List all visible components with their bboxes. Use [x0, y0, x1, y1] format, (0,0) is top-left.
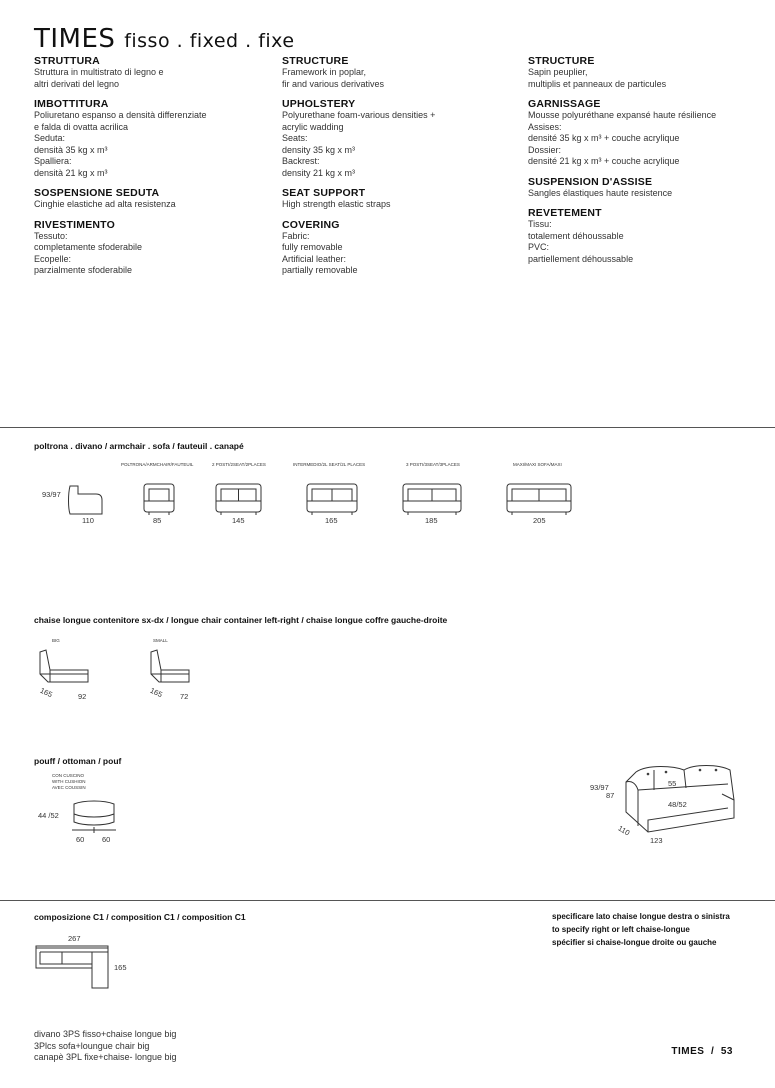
sofa-label: POLTRONA/ARMCHAIR/FAUTEUIL — [121, 462, 194, 467]
spec-section — [34, 98, 264, 179]
spec-heading: GARNISSAGE — [528, 98, 601, 110]
spec-text: Cinghie elastiche ad alta resistenza — [34, 199, 176, 209]
sofa-maxi-width-dim: 205 — [533, 516, 546, 525]
spec-text: Poliuretano espanso a densità differenziate e falda di ovatta acrilica Seduta: densità 35 kg x m³ Spalliera: densità 21 kg x m³ — [34, 110, 207, 178]
sofa-maxi-drawing — [506, 483, 572, 515]
spec-text: Mousse polyuréthane expansé haute résilience Assises: densité 35 kg x m³ + couche acrylique Dossier: densité 21 kg x m³ + couche acrylique — [528, 110, 717, 166]
spec-column-italian — [34, 55, 264, 285]
pouf-label-line: WITH CUSHION — [52, 779, 86, 784]
page-number: 53 — [720, 1046, 733, 1057]
page-separator: / — [707, 1046, 718, 1057]
chaise-small-drawing — [145, 648, 195, 690]
sofa-side-width-dim: 110 — [82, 516, 94, 525]
spec-heading: SUSPENSION D'ASSISE — [528, 175, 653, 188]
perspective-seat-height-dim: 48/52 — [668, 800, 687, 809]
sofa-2seat-drawing — [215, 483, 262, 515]
spec-section — [528, 55, 748, 90]
sofa-3seat-drawing — [402, 483, 462, 515]
spec-section — [528, 176, 748, 200]
caption-line: divano 3PS fisso+chaise longue big — [34, 1029, 177, 1039]
caption-line: canapè 3PL fixe+chaise- longue big — [34, 1052, 177, 1062]
chaise-small-label: SMALL — [153, 638, 168, 643]
section-divider — [0, 427, 775, 428]
composition-section-title: composizione C1 / composition C1 / composition C1 — [34, 912, 246, 922]
spec-text: Tessuto: completamente sfoderabile Ecopelle: parzialmente sfoderabile — [34, 230, 143, 275]
perspective-height-dim: 93/97 — [590, 783, 609, 792]
sofas-section-title: poltrona . divano / armchair . sofa / fauteuil . canapé — [34, 441, 244, 451]
sofa-side-view-drawing — [66, 484, 106, 516]
spec-text: Sangles élastiques haute resistence — [528, 187, 673, 198]
spec-section — [282, 219, 512, 277]
spec-section — [282, 187, 512, 211]
spec-section — [528, 207, 748, 265]
composition-width-dim: 267 — [68, 934, 81, 943]
chaise-big-depth-dim: 165 — [38, 685, 54, 700]
spec-text: Fabric: fully removable Artificial leather: partially removable — [282, 230, 358, 275]
chaise-big-label: BIG — [52, 638, 60, 643]
spec-column-french — [528, 55, 748, 273]
spec-section — [34, 55, 264, 90]
spec-text: High strength elastic straps — [282, 199, 391, 209]
perspective-width-dim: 123 — [650, 836, 663, 845]
spec-heading: STRUTTURA — [34, 55, 100, 67]
sofa-intermediate-width-dim: 165 — [325, 516, 338, 525]
composition-depth-dim: 165 — [114, 963, 127, 972]
spec-heading: IMBOTTITURA — [34, 98, 109, 110]
chaise-side-note — [552, 910, 730, 949]
note-line: to specify right or left chaise-longue — [552, 925, 690, 934]
composition-caption — [34, 1029, 177, 1064]
spec-text: Sapin peuplier, multiplis et panneaux de particules — [528, 67, 667, 89]
sofa-2seat-width-dim: 145 — [232, 516, 245, 525]
pouf-width-dim: 60 — [76, 835, 85, 844]
perspective-seat-depth-dim: 55 — [668, 779, 677, 788]
spec-section — [34, 219, 264, 277]
chaise-small-width-dim: 72 — [180, 692, 189, 701]
sofa-label: MAXI/MAXI SOFA/MAXI — [513, 462, 562, 467]
page-footer — [671, 1046, 733, 1057]
spec-heading: UPHOLSTERY — [282, 98, 356, 110]
sofa-3seat-width-dim: 185 — [425, 516, 438, 525]
caption-line: 3Plcs sofa+loungue chair big — [34, 1040, 150, 1051]
armchair-width-dim: 85 — [153, 516, 162, 525]
sofa-intermediate-drawing — [306, 483, 358, 515]
pouf-label-line: CON CUSCINO — [52, 773, 85, 778]
page-footer-label: TIMES — [671, 1046, 705, 1057]
pouf-depth-dim: 60 — [102, 835, 111, 844]
sofa-label: INTERMEDIO/2L SEAT/2L PLACES — [293, 462, 366, 467]
title-sub: fisso . fixed . fixe — [124, 30, 295, 52]
armchair-drawing — [143, 483, 175, 515]
spec-heading: COVERING — [282, 218, 340, 231]
sofa-label: 2 POSTI/2SEAT/2PLACES — [212, 462, 266, 467]
note-line: spécifier si chaise-longue droite ou gauche — [552, 938, 717, 947]
spec-heading: STRUCTURE — [282, 55, 349, 67]
spec-text: Struttura in multistrato di legno e altri derivati del legno — [34, 67, 164, 89]
spec-text: Tissu: totalement déhoussable PVC: partiellement déhoussable — [528, 219, 634, 264]
chaise-big-drawing — [34, 648, 94, 690]
spec-text: Framework in poplar, fir and various derivatives — [282, 67, 385, 89]
spec-section — [282, 98, 512, 179]
chaise-section-title: chaise longue contenitore sx-dx / longue chair container left-right / chaise longue coffre gauche-droite — [34, 615, 448, 625]
section-divider — [0, 900, 775, 901]
pouf-section-title: pouff / ottoman / pouf — [34, 756, 122, 766]
sofa-label: 3 POSTI/3SEAT/3PLACES — [406, 462, 460, 467]
spec-column-english — [282, 55, 512, 285]
note-line: specificare lato chaise longue destra o sinistra — [552, 912, 730, 921]
pouf-height-dim: 44 /52 — [38, 811, 59, 820]
chaise-big-width-dim: 92 — [78, 692, 87, 701]
sofa-height-dim: 93/97 — [42, 490, 61, 499]
perspective-depth-dim: 110 — [616, 823, 632, 838]
pouf-drawing — [68, 800, 120, 830]
perspective-height2-dim: 87 — [606, 791, 615, 800]
page-title — [34, 24, 295, 54]
spec-text: Polyurethane foam-various densities + acrylic wadding Seats: density 35 kg x m³ Backrest: density 21 kg x m³ — [282, 110, 436, 178]
spec-heading: SOSPENSIONE SEDUTA — [34, 187, 160, 199]
spec-section — [282, 55, 512, 90]
spec-heading: STRUCTURE — [528, 55, 595, 67]
chaise-small-depth-dim: 165 — [148, 685, 164, 700]
pouf-label-line: AVEC COUSSIN — [52, 785, 86, 790]
title-main: TIMES — [34, 24, 116, 54]
spec-heading: RIVESTIMENTO — [34, 218, 115, 231]
spec-heading: REVETEMENT — [528, 207, 602, 219]
composition-plan-drawing — [34, 944, 124, 994]
spec-section — [528, 98, 748, 168]
spec-heading: SEAT SUPPORT — [282, 187, 366, 199]
spec-section — [34, 187, 264, 211]
